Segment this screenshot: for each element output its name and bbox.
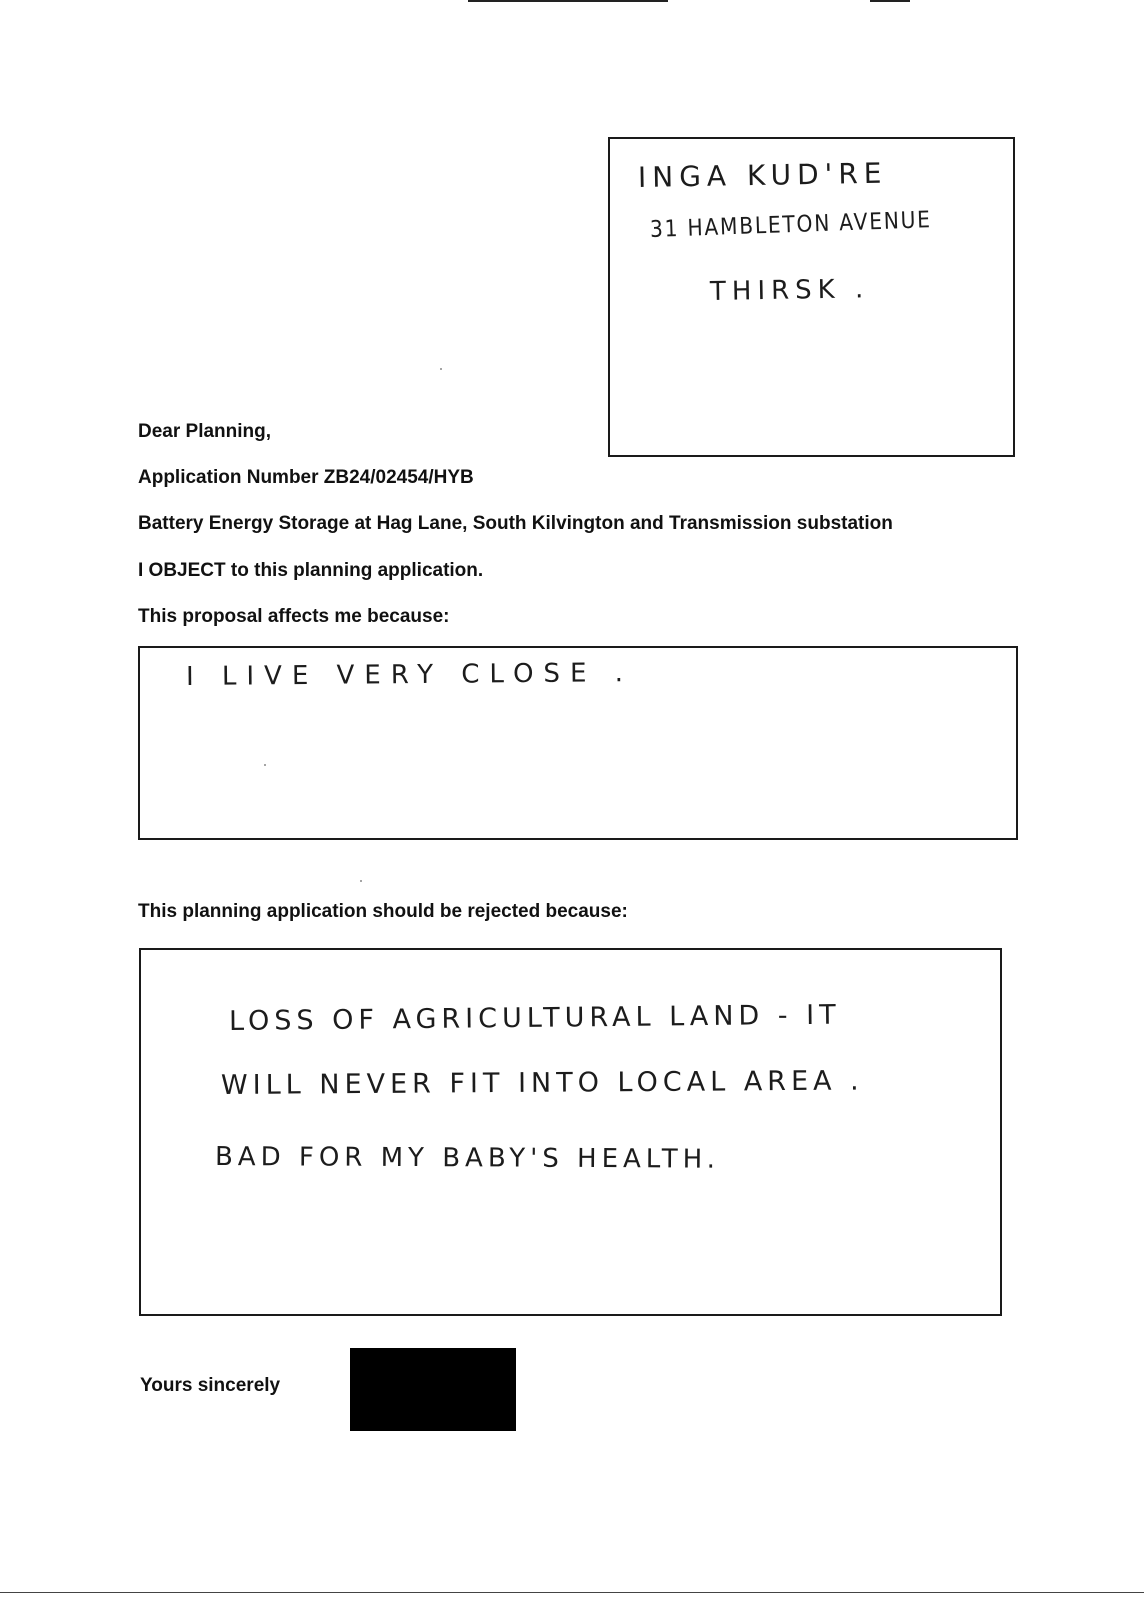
signature-redaction-block: [350, 1348, 516, 1431]
scan-speck: [360, 880, 362, 882]
rejected-answer-line-1: LOSS OF AGRICULTURAL LAND - IT: [228, 999, 841, 1037]
rejected-answer-line-2: WILL NEVER FIT INTO LOCAL AREA .: [220, 1065, 864, 1101]
address-name: INGA KUD'RE: [637, 156, 888, 194]
scan-speck: [440, 368, 442, 370]
scan-speck: [264, 764, 266, 766]
address-street: 31 HAMBLETON AVENUE: [649, 207, 933, 243]
scan-edge-bottom-line: [0, 1592, 1144, 1593]
affects-answer-text: I LIVE VERY CLOSE .: [185, 658, 634, 692]
scan-edge-top-line: [468, 0, 668, 2]
address-town: THIRSK .: [709, 274, 870, 307]
affects-answer-box: [138, 646, 1018, 840]
closing: Yours sincerely: [140, 1375, 281, 1396]
objection-line: I OBJECT to this planning application.: [138, 560, 484, 581]
affects-prompt: This proposal affects me because:: [138, 606, 450, 627]
rejected-answer-box: [139, 948, 1002, 1316]
subject-line: Battery Energy Storage at Hag Lane, South Kilvington and Transmission substation: [138, 513, 893, 534]
scan-edge-top-line-short: [870, 0, 910, 2]
rejected-prompt: This planning application should be rejected because:: [138, 901, 628, 922]
rejected-answer-line-3: BAD FOR MY BABY'S HEALTH.: [214, 1142, 721, 1175]
application-number-line: Application Number ZB24/02454/HYB: [138, 467, 474, 488]
address-box: [608, 137, 1015, 457]
salutation: Dear Planning,: [138, 421, 272, 442]
